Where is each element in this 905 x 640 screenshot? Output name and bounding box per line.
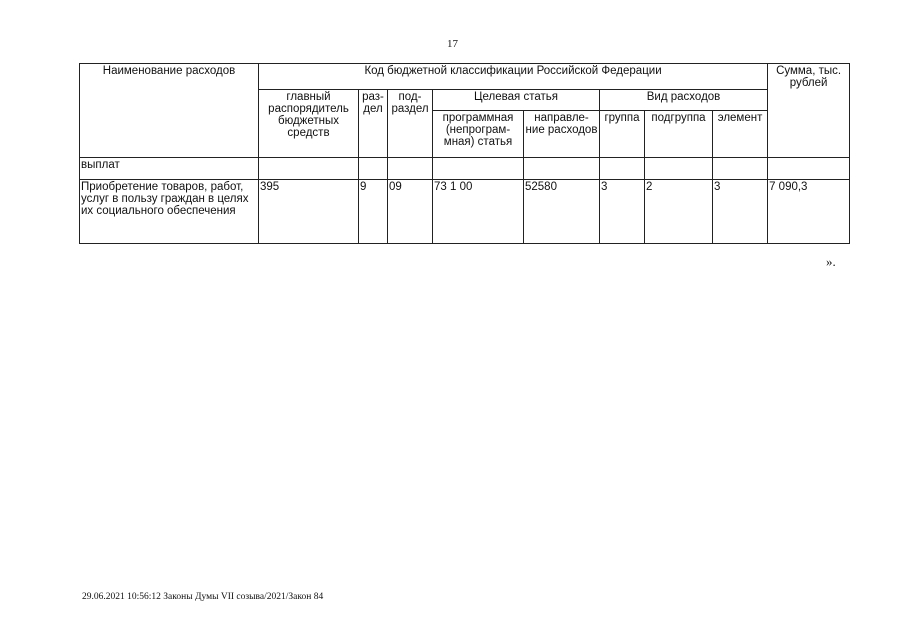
cell-sum: 7 090,3 <box>768 180 850 244</box>
header-subgroup: подгруппа <box>645 111 713 158</box>
header-target-article: Целевая статья <box>433 90 600 111</box>
cell-main-manager <box>259 158 359 180</box>
cell-program-article: 73 1 00 <box>433 180 524 244</box>
header-expense-name: Наименование расходов <box>80 64 259 158</box>
cell-direction <box>524 158 600 180</box>
document-footer: 29.06.2021 10:56:12 Законы Думы VII созыва/2021/Закон 84 <box>82 592 324 602</box>
cell-name: выплат <box>80 158 259 180</box>
cell-subsection <box>388 158 433 180</box>
cell-group: 3 <box>600 180 645 244</box>
cell-main-manager: 395 <box>259 180 359 244</box>
cell-sum <box>768 158 850 180</box>
table-row <box>80 158 850 180</box>
cell-section: 9 <box>359 180 388 244</box>
header-budget-code: Код бюджетной классификации Российской Федерации <box>259 64 768 90</box>
cell-name: Приобретение товаров, работ, услуг в пользу граждан в целях их социального обеспечения <box>80 180 259 244</box>
cell-direction: 52580 <box>524 180 600 244</box>
cell-group <box>600 158 645 180</box>
cell-subgroup: 2 <box>645 180 713 244</box>
cell-subgroup <box>645 158 713 180</box>
table-row <box>80 180 850 244</box>
cell-subsection: 09 <box>388 180 433 244</box>
cell-element <box>713 158 768 180</box>
header-main-manager: главный распорядитель бюджетных средств <box>259 90 359 158</box>
header-sum: Сумма, тыс. рублей <box>768 64 850 158</box>
header-program-article: программная (непрограм- мная) статья <box>433 111 524 158</box>
budget-classification-table <box>79 63 850 244</box>
header-section: раз- дел <box>359 90 388 158</box>
page-number: 17 <box>447 38 458 50</box>
cell-program-article <box>433 158 524 180</box>
header-subsection: под- раздел <box>388 90 433 158</box>
cell-section <box>359 158 388 180</box>
header-element: элемент <box>713 111 768 158</box>
header-direction: направле- ние расходов <box>524 111 600 158</box>
header-group: группа <box>600 111 645 158</box>
closing-quote: ». <box>826 254 836 269</box>
header-expense-type: Вид расходов <box>600 90 768 111</box>
cell-element: 3 <box>713 180 768 244</box>
